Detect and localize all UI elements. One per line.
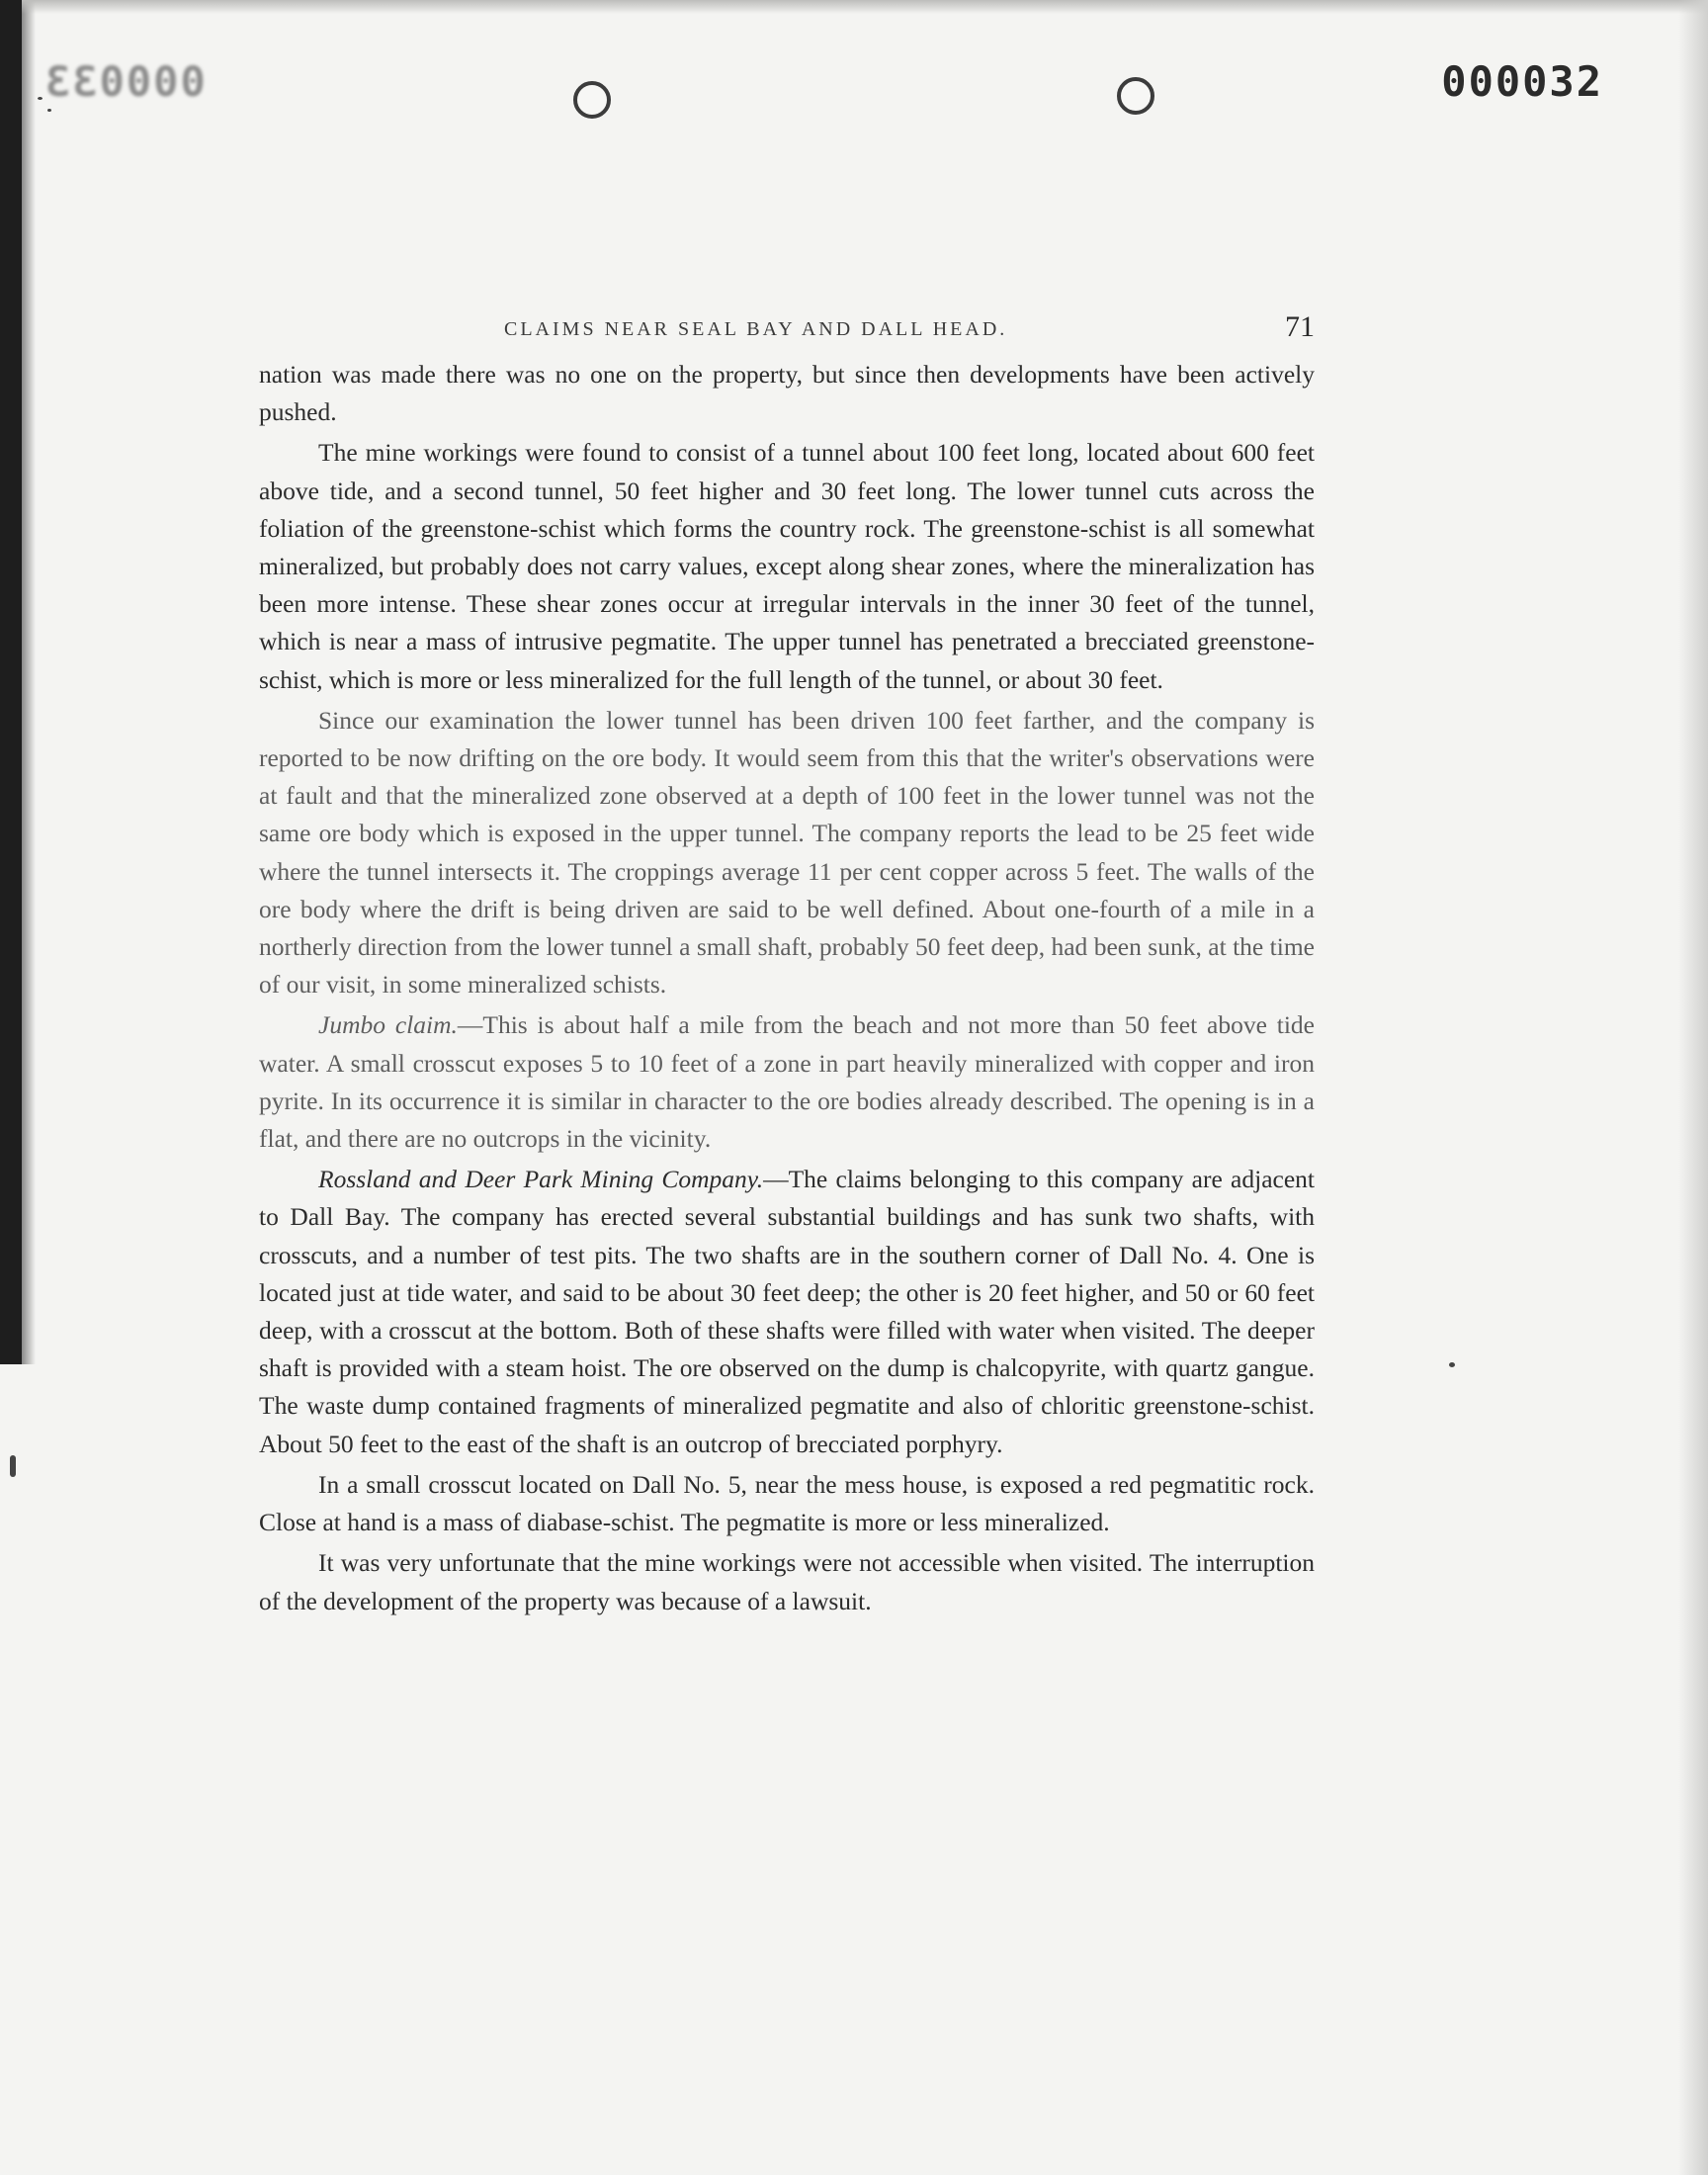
- body-text: [259, 356, 1315, 1623]
- page-header: [267, 310, 1315, 350]
- scan-top-shadow: [22, 0, 1708, 14]
- paragraph-jumbo-claim: [259, 1006, 1315, 1158]
- scan-left-border-fade: [22, 0, 36, 1364]
- section-lead-jumbo-claim: Jumbo claim.: [318, 1010, 458, 1040]
- scan-mark: [10, 1455, 16, 1477]
- paragraph-jumbo-claim-text: —This is about half a mile from the beach and not more than 50 feet above tide water. A small crosscut exposes 5 to 10 feet of a zone in part heavily mineralized with copper and iron pyrite. In its occurrence it is similar in character to the ore bodies already described. The opening is in a flat, and there are no outcrops in the vicinity.: [259, 1010, 1315, 1154]
- scan-speck: [47, 109, 51, 112]
- paragraph-7: It was very unfortunate that the mine workings were not accessible when visited. The interruption of the development of the property was because of a lawsuit.: [259, 1548, 1315, 1615]
- scan-left-border: [0, 0, 22, 1364]
- page-number: 71: [1285, 310, 1315, 343]
- paragraph-1: nation was made there was no one on the property, but since then developments have been actively pushed.: [259, 360, 1315, 427]
- paragraph-6: In a small crosscut located on Dall No. 5, near the mess house, is exposed a red pegmatitic rock. Close at hand is a mass of diabase-schist. The pegmatite is more or less mineralized.: [259, 1469, 1315, 1537]
- scan-speck: [1449, 1362, 1455, 1367]
- bates-stamp: 000032: [1441, 57, 1603, 106]
- paragraph-3: Since our examination the lower tunnel has been driven 100 feet farther, and the company is reported to be now drifting on the ore body. It would seem from this that the writer's observations were at fault and that the mineralized zone observed at a depth of 100 feet in the lower tunnel was not the same ore body which is exposed in the upper tunnel. The company reports the lead to be 25 feet wide where the tunnel intersects it. The croppings average 11 per cent copper across 5 feet. The walls of the ore body where the drift is being driven are said to be well defined. About one-fourth of a mile in a northerly direction from the lower tunnel a small shaft, probably 50 feet deep, had been sunk, at the time of our visit, in some mineralized schists.: [259, 705, 1315, 1000]
- scan-right-shadow: [1678, 0, 1708, 2175]
- scan-speck: [38, 97, 43, 100]
- running-head: CLAIMS NEAR SEAL BAY AND DALL HEAD.: [504, 318, 1008, 340]
- section-lead-rossland: Rossland and Deer Park Mining Company.: [318, 1165, 764, 1194]
- punch-hole-left: [573, 81, 611, 119]
- paragraph-rossland: [259, 1161, 1315, 1463]
- punch-hole-right: [1117, 77, 1154, 115]
- paragraph-rossland-text: —The claims belonging to this company are adjacent to Dall Bay. The company has erected several substantial buildings and has sunk two shafts, with crosscuts, and a number of test pits. The two shafts are in the southern corner of Dall No. 4. One is located just at tide water, and said to be about 30 feet deep; the other is 20 feet higher, and 50 or 60 feet deep, with a crosscut at the bottom. Both of these shafts were filled with water when visited. The deeper shaft is provided with a steam hoist. The ore observed on the dump is chalcopyrite, with quartz gangue. The waste dump contained fragments of mineralized pegmatite and also of chloritic greenstone-schist. About 50 feet to the east of the shaft is an outcrop of brecciated porphyry.: [259, 1165, 1315, 1458]
- paragraph-2: The mine workings were found to consist of a tunnel about 100 feet long, located about 600 feet above tide, and a second tunnel, 50 feet higher and 30 feet long. The lower tunnel cuts across the foliation of the greenstone-schist which forms the country rock. The greenstone-schist is all somewhat mineralized, but probably does not carry values, except along shear zones, where the mineralization has been more intense. These shear zones occur at irregular intervals in the inner 30 feet of the tunnel, which is near a mass of intrusive pegmatite. The upper tunnel has penetrated a brecciated greenstone-schist, which is more or less mineralized for the full length of the tunnel, or about 30 feet.: [259, 438, 1315, 694]
- bates-stamp-bleedthrough: 000033: [43, 57, 206, 106]
